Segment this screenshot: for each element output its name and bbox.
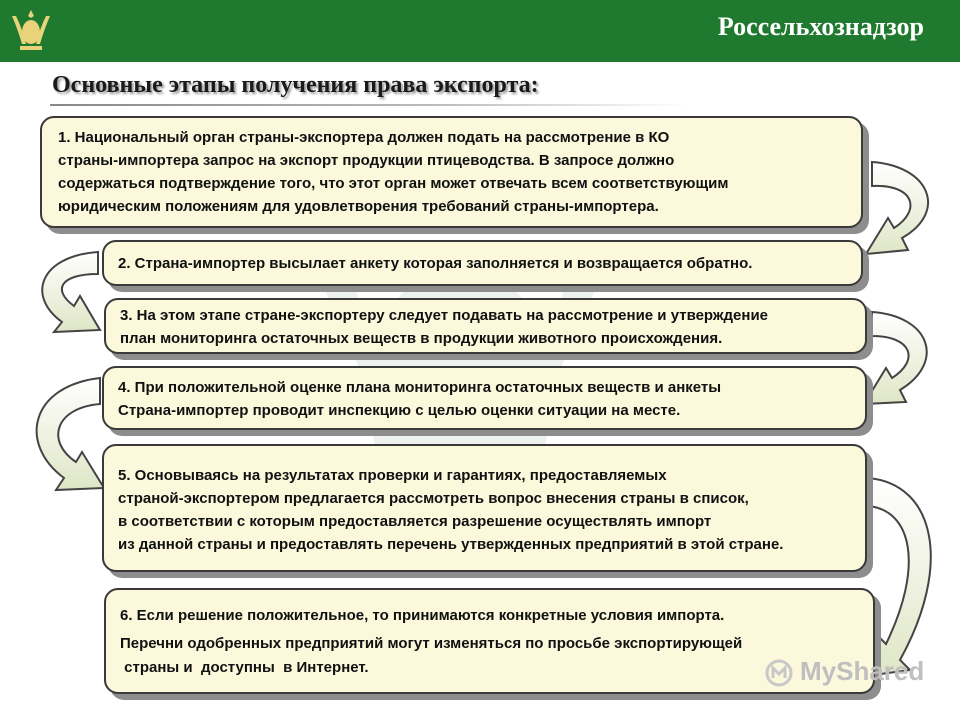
arrow-step1-to-step2 bbox=[866, 162, 928, 254]
step-5-line-2: страной-экспортером предлагается рассмотреть вопрос внесения страны в список, bbox=[118, 490, 749, 507]
arrow-step4-to-step5 bbox=[37, 378, 104, 490]
arrow-step3-to-step4 bbox=[864, 312, 927, 404]
step-3-line-2: план мониторинга остаточных веществ в продукции животного происхождения. bbox=[120, 330, 723, 347]
step-box-5 bbox=[102, 444, 867, 572]
arrow-step5-to-step6 bbox=[866, 478, 931, 676]
step-6-line-3: страны и доступны в Интернет. bbox=[120, 659, 369, 676]
watermark-text: MyShared bbox=[800, 656, 925, 686]
step-4-line-2: Страна-импортер проводит инспекцию с целью оценки ситуации на месте. bbox=[118, 402, 681, 419]
step-5-line-3: в соответствии с которым предоставляется разрешение осуществлять импорт bbox=[118, 513, 712, 530]
step-1-line-3: содержаться подтверждение того, что этот орган может отвечать всем соответствующим bbox=[58, 175, 729, 192]
mysh-logo-icon bbox=[764, 658, 794, 688]
arrow-step2-to-step3 bbox=[42, 252, 100, 332]
step-2-line-1: 2. Страна-импортер высылает анкету которая заполняется и возвращается обратно. bbox=[118, 255, 753, 272]
step-5-line-4: из данной страны и предоставлять перечень утвержденных предприятий в этой стране. bbox=[118, 536, 784, 553]
step-3-line-1: 3. На этом этапе стране-экспортеру следует подавать на рассмотрение и утверждение bbox=[120, 307, 769, 324]
slide-title: Основные этапы получения права экспорта: bbox=[52, 72, 539, 98]
organization-name: Россельхознадзор bbox=[717, 12, 924, 41]
step-1-line-1: 1. Национальный орган страны-экспортера должен подать на рассмотрение в КО bbox=[58, 129, 670, 146]
step-box-6 bbox=[104, 588, 875, 694]
step-box-1 bbox=[40, 116, 863, 228]
step-6-line-2: Перечни одобренных предприятий могут изменяться по просьбе экспортирующей bbox=[120, 635, 743, 652]
step-1-line-2: страны-импортера запрос на экспорт продукции птицеводства. В запросе должно bbox=[58, 152, 675, 169]
step-5-line-1: 5. Основываясь на результатах проверки и гарантиях, предоставляемых bbox=[118, 467, 667, 484]
step-4-line-1: 4. При положительной оценке плана мониторинга остаточных веществ и анкеты bbox=[118, 379, 722, 396]
step-box-3 bbox=[104, 298, 867, 354]
step-box-2 bbox=[102, 240, 863, 286]
step-box-4 bbox=[102, 366, 867, 430]
step-1-line-4: юридическим положениям для удовлетворения требований страны-импортера. bbox=[58, 198, 659, 215]
step-6-line-1: 6. Если решение положительное, то принимаются конкретные условия импорта. bbox=[120, 607, 725, 624]
